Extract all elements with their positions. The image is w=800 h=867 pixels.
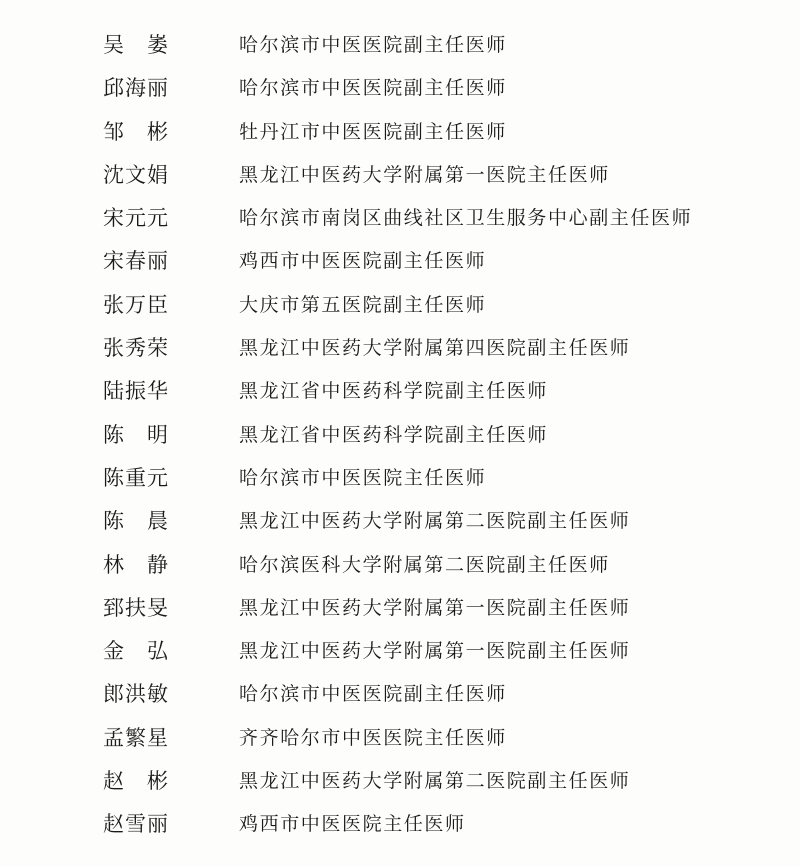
person-title: 黑龙江省中医药科学院副主任医师 xyxy=(239,423,549,446)
person-name: 宋元元 xyxy=(103,206,169,231)
list-item xyxy=(0,416,800,459)
list-item xyxy=(0,805,800,848)
person-title: 黑龙江中医药大学附属第一医院副主任医师 xyxy=(239,640,631,663)
person-title: 牡丹江市中医医院副主任医师 xyxy=(239,120,507,143)
person-name: 宋春丽 xyxy=(103,249,169,274)
person-name: 张秀荣 xyxy=(103,336,169,361)
person-name: 林 静 xyxy=(103,552,169,577)
person-title: 哈尔滨市南岗区曲线社区卫生服务中心副主任医师 xyxy=(239,207,693,230)
list-item xyxy=(0,199,800,242)
person-name: 赵雪丽 xyxy=(103,812,169,837)
list-item xyxy=(0,502,800,545)
person-name: 金 弘 xyxy=(103,639,169,664)
person-title: 鸡西市中医医院副主任医师 xyxy=(239,250,487,273)
person-title: 黑龙江中医药大学附属第二医院副主任医师 xyxy=(239,770,631,793)
person-title: 黑龙江省中医药科学院副主任医师 xyxy=(239,380,549,403)
person-title: 哈尔滨市中医医院副主任医师 xyxy=(239,77,507,100)
person-title: 哈尔滨市中医医院副主任医师 xyxy=(239,34,507,56)
person-title: 黑龙江中医药大学附属第四医院副主任医师 xyxy=(239,337,631,360)
list-item xyxy=(0,26,800,69)
list-item xyxy=(0,459,800,502)
person-name: 陈 明 xyxy=(103,422,169,447)
person-name: 陈重元 xyxy=(103,465,169,490)
list-item xyxy=(0,113,800,156)
person-title: 齐齐哈尔市中医医院主任医师 xyxy=(239,726,507,749)
person-title: 黑龙江中医药大学附属第一医院主任医师 xyxy=(239,163,610,186)
list-item xyxy=(0,719,800,762)
list-item xyxy=(0,69,800,112)
list-item xyxy=(0,632,800,675)
person-name: 赵 彬 xyxy=(103,769,169,794)
person-name: 郅扶旻 xyxy=(103,595,169,620)
person-title: 鸡西市中医医院主任医师 xyxy=(239,813,466,836)
person-name: 郎洪敏 xyxy=(103,682,169,707)
person-title: 大庆市第五医院副主任医师 xyxy=(239,293,487,316)
list-item xyxy=(0,675,800,718)
person-title: 哈尔滨市中医医院主任医师 xyxy=(239,466,487,489)
person-name: 孟繁星 xyxy=(103,725,169,750)
person-title: 黑龙江中医药大学附属第一医院副主任医师 xyxy=(239,596,631,619)
person-name: 吴 崣 xyxy=(103,33,169,57)
person-name: 沈文娟 xyxy=(103,162,169,187)
list-item xyxy=(0,546,800,589)
list-item xyxy=(0,372,800,415)
list-item xyxy=(0,156,800,199)
person-name: 邱海丽 xyxy=(103,76,169,101)
person-title: 黑龙江中医药大学附属第二医院副主任医师 xyxy=(239,510,631,533)
list-item xyxy=(0,286,800,329)
list-item xyxy=(0,589,800,632)
list-item xyxy=(0,762,800,805)
person-title: 哈尔滨市中医医院副主任医师 xyxy=(239,683,507,706)
person-name: 邹 彬 xyxy=(103,119,169,144)
person-name: 张万臣 xyxy=(103,292,169,317)
person-title: 哈尔滨医科大学附属第二医院副主任医师 xyxy=(239,553,610,576)
list-item xyxy=(0,329,800,372)
personnel-list xyxy=(0,26,800,849)
list-item xyxy=(0,242,800,285)
person-name: 陆振华 xyxy=(103,379,169,404)
person-name: 陈 晨 xyxy=(103,509,169,534)
